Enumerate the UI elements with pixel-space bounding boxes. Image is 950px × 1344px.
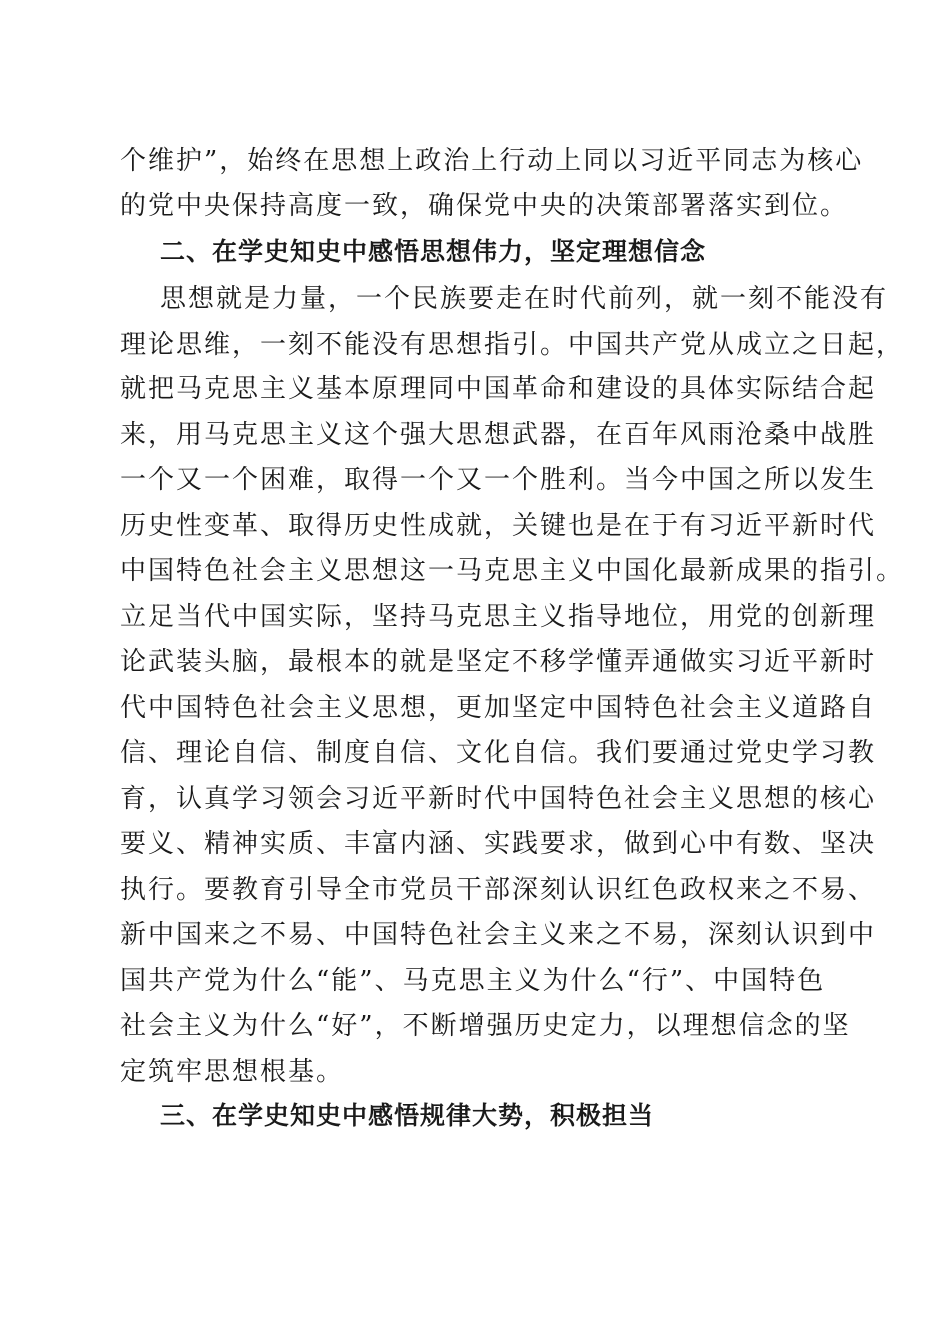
paragraph-line: 就把马克思主义基本原理同中国革命和建设的具体实际结合起 [120,374,877,404]
section-heading-2: 二、在学史知史中感悟思想伟力，坚定理想信念 [160,237,707,266]
paragraph-line: 历史性变革、取得历史性成就，关键也是在于有习近平新时代 [120,511,877,541]
paragraph-line: 国共产党为什么“能”、马克思主义为什么“行”、中国特色 [120,966,826,996]
paragraph-line: 理论思维，一刻不能没有思想指引。中国共产党从成立之日起， [120,330,905,360]
paragraph-line: 代中国特色社会主义思想，更加坚定中国特色社会主义道路自 [120,693,877,723]
paragraph-line: 思想就是力量，一个民族要走在时代前列，就一刻不能没有 [160,284,889,314]
paragraph-line: 育，认真学习领会习近平新时代中国特色社会主义思想的核心 [120,784,877,814]
paragraph-line: 社会主义为什么“好”，不断增强历史定力，以理想信念的坚 [120,1011,851,1041]
section-heading-3: 三、在学史知史中感悟规律大势，积极担当 [160,1101,655,1130]
paragraph-line: 新中国来之不易、中国特色社会主义来之不易，深刻认识到中 [120,920,877,950]
paragraph-line: 中国特色社会主义思想这一马克思主义中国化最新成果的指引。 [120,556,905,586]
paragraph-line: 的党中央保持高度一致，确保党中央的决策部署落实到位。 [120,191,849,221]
paragraph-line: 执行。要教育引导全市党员干部深刻认识红色政权来之不易、 [120,875,877,905]
paragraph-line: 立足当代中国实际，坚持马克思主义指导地位，用党的创新理 [120,602,877,632]
paragraph-line: 一个又一个困难，取得一个又一个胜利。当今中国之所以发生 [120,465,877,495]
paragraph-line: 信、理论自信、制度自信、文化自信。我们要通过党史学习教 [120,738,877,768]
paragraph-line: 个维护”，始终在思想上政治上行动上同以习近平同志为核心 [120,146,864,176]
paragraph-line: 论武装头脑，最根本的就是坚定不移学懂弄通做实习近平新时 [120,647,877,677]
paragraph-line: 要义、精神实质、丰富内涵、实践要求，做到心中有数、坚决 [120,829,877,859]
paragraph-line: 来，用马克思主义这个强大思想武器，在百年风雨沧桑中战胜 [120,420,877,450]
paragraph-line: 定筑牢思想根基。 [120,1057,345,1087]
